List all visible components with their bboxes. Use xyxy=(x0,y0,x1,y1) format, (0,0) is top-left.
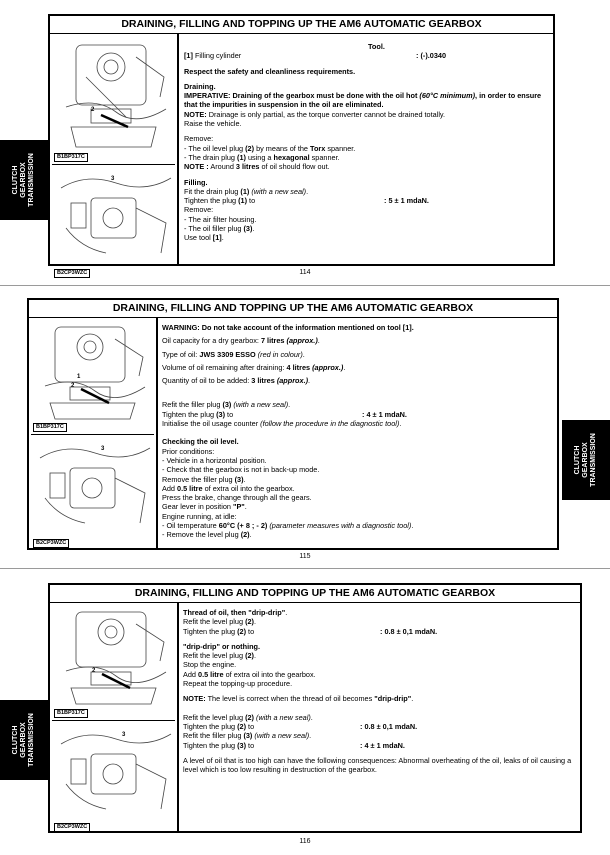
page-title: DRAINING, FILLING AND TOPPING UP THE AM6 AUTOMATIC GEARBOX xyxy=(50,585,580,603)
torque-value: : 4 ± 1 mdaN. xyxy=(362,409,407,419)
figure-label: B1BP317C xyxy=(54,153,88,162)
page-separator xyxy=(0,568,610,569)
warning-text: WARNING: Do not take account of the information mentioned on tool [1]. xyxy=(162,323,414,332)
section-tab: CLUTCH GEARBOX TRANSMISSION xyxy=(0,140,48,220)
drip-heading: "drip-drip" or nothing. xyxy=(183,641,261,651)
figure-column xyxy=(29,317,158,548)
figure-label: B2CP3WZC xyxy=(33,539,69,548)
engine-drawing-bottom xyxy=(35,438,153,538)
safety-text: Respect the safety and cleanliness requirements. xyxy=(184,66,356,76)
figure-engine-bottom xyxy=(31,434,154,550)
torque-value: : 4 ± 1 mdaN. xyxy=(360,740,405,750)
check-heading: Checking the oil level. xyxy=(162,437,239,447)
figure-engine-top xyxy=(52,33,175,165)
figure-engine-top xyxy=(52,602,175,721)
callout-2: 2 xyxy=(92,668,96,674)
figure-label: B1BP317C xyxy=(54,709,88,718)
consequence-text: A level of oil that is too high can have the following consequences: Abnormal overheating of the oil, leaks of oil causing a level which is too low resulting in destruction of the gearbox. xyxy=(183,755,572,775)
page-116-text: Thread of oil, then "drip-drip". Refit the level plug (2). Tighten the plug (2) to : 0.8 ± 0,1 mdaN. "drip-drip" or nothing. Refit the level plug (2). Stop the engine. Add 0.5 litre of extra oil into the gearbox. Repeat the topping-up procedure. NOTE: The level is correct when the thread of oil becomes "drip-drip". Refit the level plug (2) (with a new seal). Tighten the plug (2) to : 0.8 ± 0,1 mdaN. Refit the filler plug (3) (with a new seal). Tighten the plug (3) to : 4 ± 1 mdaN. A level of oil that is too high can have the following consequences: Abnormal overheating of the oil, leaks of oil causing a level which is too low resulting in destruction of the gearbox. xyxy=(183,602,576,829)
note: NOTE: Drainage is only partial, as the torque converter cannot be drained totally. xyxy=(184,109,446,119)
engine-drawing-top xyxy=(56,606,174,706)
page-114-text: Tool. [1] Filling cylinder : (-).0340 Respect the safety and cleanliness requirements. Draining. IMPERATIVE: Draining of the gearbox must be done with the oil hot (60°C minimum), in order to ensure that the impurities in suspension in the oil are eliminated. NOTE: Drainage is only partial, as the torque converter cannot be drained totally. Raise the vehicle. Remove: - The oil level plug (2) by means of the Torx spanner. - The drain plug (1) using a hexagonal spanner. NOTE : Around 3 litres of oil should flow out. Filling. Fit the drain plug (1) (with a new seal). Tighten the plug (1) to : 5 ± 1 mdaN. Remove: - The air filter housing. - The oil filler plug (3). Use tool [1]. xyxy=(184,33,549,262)
page-116 xyxy=(48,583,582,833)
figure-column xyxy=(50,602,179,831)
tool-code: : (-).0340 xyxy=(416,51,447,61)
engine-drawing-bottom xyxy=(56,168,174,268)
section-tab: CLUTCH GEARBOX TRANSMISSION xyxy=(0,700,48,780)
figure-label: B1BP317C xyxy=(33,423,67,432)
figure-label: B2CP3WZC xyxy=(54,823,90,832)
engine-drawing-top xyxy=(56,37,174,152)
torque-value: : 5 ± 1 mdaN. xyxy=(384,196,429,206)
draining-heading: Draining. xyxy=(184,81,216,91)
page-115-text: WARNING: Do not take account of the information mentioned on tool [1]. Oil capacity for a dry gearbox: 7 litres (approx.). Type of oil: JWS 3309 ESSO (red in colour). Volume of oil remaining after draining: 4 litres (approx.). Quantity of oil to be added: 3 litres (approx.). Refit the filler plug (3) (with a new seal). Tighten the plug (3) to : 4 ± 1 mdaN. Initialise the oil usage counter (follow the procedure in the diagnostic tool). Checking the oil level. Prior conditions: - Vehicle in a horizontal position. - Check that the gearbox is not in back-up mode. Remove the filler plug (3). Add 0.5 litre of extra oil into the gearbox. Press the brake, change through all the gears. Gear lever in position "P". Engine running, at idle: - Oil temperature 60°C (+ 8 ; - 2) (parameter measures with a diagnostic tool). - Remove the level plug (2). xyxy=(162,323,414,540)
page-number: 116 xyxy=(299,838,311,845)
tool-heading: Tool. xyxy=(368,42,385,51)
callout-3: 3 xyxy=(111,176,115,182)
filling-heading: Filling. xyxy=(184,177,208,187)
page-separator xyxy=(0,285,610,286)
figure-column xyxy=(50,33,179,276)
figure-label: B2CP3WZC xyxy=(54,269,90,278)
page-title: DRAINING, FILLING AND TOPPING UP THE AM6 AUTOMATIC GEARBOX xyxy=(50,16,553,34)
figure-engine-bottom xyxy=(52,720,175,834)
page-number: 114 xyxy=(299,269,311,276)
engine-drawing-bottom xyxy=(56,724,174,824)
page-number: 115 xyxy=(299,553,311,560)
callout-2: 2 xyxy=(91,107,95,113)
callout-2: 2 xyxy=(71,383,75,389)
page-title: DRAINING, FILLING AND TOPPING UP THE AM6 AUTOMATIC GEARBOX xyxy=(29,300,557,318)
engine-drawing-top xyxy=(35,321,153,421)
imperative: IMPERATIVE: Draining of the gearbox must be done with the oil hot (60°C minimum), in order to ensure that the impurities in suspension in the oil are eliminated. xyxy=(184,91,542,110)
section-tab: CLUTCH GEARBOX TRANSMISSION xyxy=(562,420,610,500)
callout-3: 3 xyxy=(122,732,126,738)
torque-value: : 0.8 ± 0,1 mdaN. xyxy=(380,626,438,636)
page-115 xyxy=(27,298,559,550)
callout-3: 3 xyxy=(101,446,105,452)
figure-engine-top xyxy=(31,317,154,435)
figure-engine-bottom xyxy=(52,164,175,280)
torque-value: : 0.8 ± 0,1 mdaN. xyxy=(360,721,418,731)
callout-1: 1 xyxy=(77,374,81,380)
